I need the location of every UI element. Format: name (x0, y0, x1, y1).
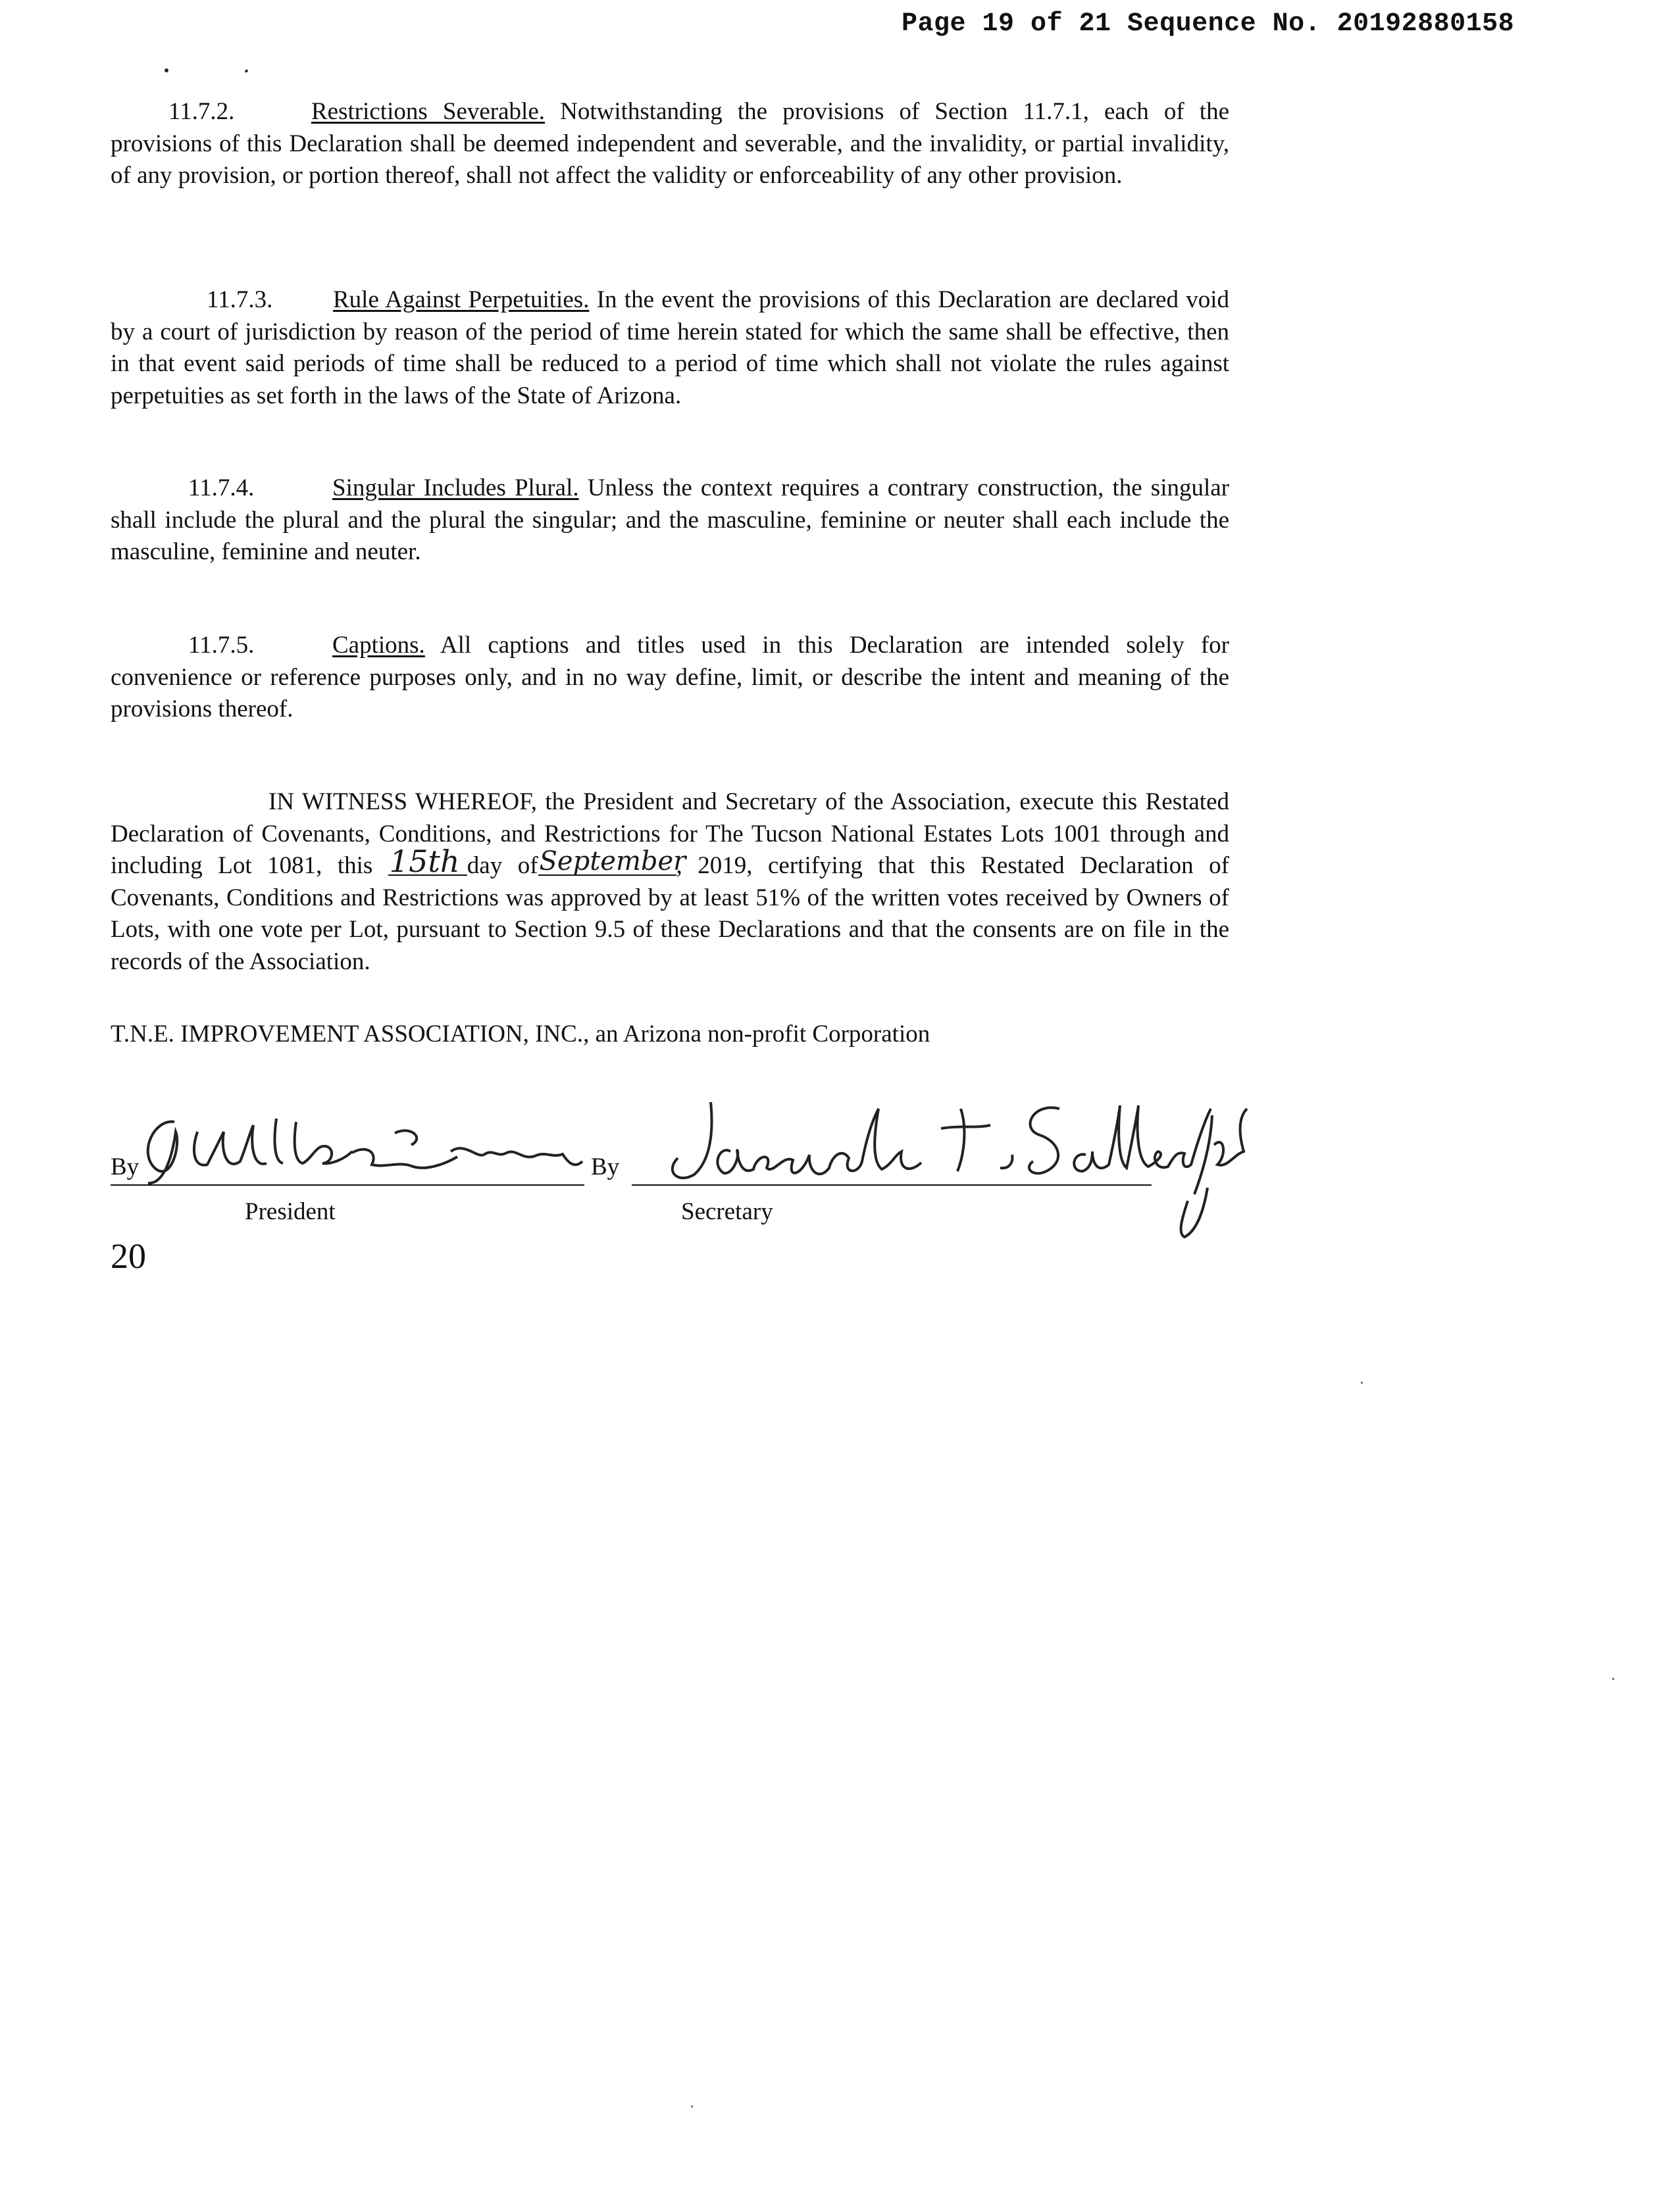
president-signature (135, 1105, 596, 1191)
scan-speck (1361, 1382, 1363, 1384)
section-11-7-4 (111, 472, 1229, 569)
witness-paragraph (111, 786, 1229, 978)
section-heading: Restrictions Severable. (311, 98, 545, 125)
scan-speck (244, 69, 248, 73)
corporation-name: T.N.E. IMPROVEMENT ASSOCIATION, INC., an Arizona non-profit Corporation (111, 1021, 930, 1048)
president-title: President (245, 1198, 336, 1225)
section-heading: Captions. (332, 632, 425, 659)
witness-text-3: , 2019, certifying that this Restated Declaration of Covenants, Conditions and Restrictions was approved by at least 51% of the written votes received by Owners of Lots, with one vote per Lot, pursuant to Section 9.5 of these Declarations and that the consents are on file in the records of the Association. (111, 852, 1229, 975)
section-body: All captions and titles used in this Declaration are intended solely for convenience or reference purposes only, and in no way define, limit, or describe the intent and meaning of the provisions thereof. (111, 632, 1229, 722)
section-11-7-2 (111, 96, 1229, 192)
scan-speck (165, 68, 168, 72)
section-heading: Singular Includes Plural. (332, 474, 579, 501)
section-body: Notwithstanding the provisions of Section 11.7.1, each of the provisions of this Declaration shall be deemed independent and severable, and the invalidity, or partial invalidity, of any provision, or portion thereof, shall not affect the validity or enforceability of any other provision. (111, 98, 1229, 189)
page-number: 20 (111, 1236, 146, 1276)
section-heading: Rule Against Perpetuities. (333, 286, 590, 313)
witness-text-2: day of (467, 852, 538, 879)
month-blank (538, 846, 686, 876)
page-header: Page 19 of 21 Sequence No. 20192880158 (902, 9, 1515, 39)
section-number: 11.7.4. (188, 474, 255, 501)
secretary-title: Secretary (681, 1198, 773, 1225)
section-11-7-3 (111, 284, 1229, 412)
section-number: 11.7.5. (188, 632, 255, 659)
scan-speck (1612, 1678, 1614, 1680)
handwritten-day: 15th (389, 843, 460, 879)
section-body: Unless the context requires a contrary construction, the singular shall include the plural and the plural the singular; and the masculine, feminine or neuter shall each include the masculine, feminine and neuter. (111, 474, 1230, 565)
section-number: 11.7.2. (168, 98, 235, 125)
by-label-president: By (111, 1153, 140, 1180)
section-11-7-5 (111, 630, 1229, 726)
handwritten-month: September (539, 846, 686, 876)
day-blank (388, 843, 467, 879)
section-number: 11.7.3. (207, 286, 273, 313)
section-body: In the event the provisions of this Declaration are declared void by a court of jurisdiction by reason of the period of time herein stated for which the same shall be effective, then in that event said periods of time shall be reduced to a period of time which shall not violate the rules against perpetuities as set forth in the laws of the State of Arizona. (111, 286, 1230, 409)
by-label-secretary: By (591, 1153, 620, 1180)
scan-speck (691, 2106, 693, 2108)
witness-text-1: IN WITNESS WHEREOF, the President and Secretary of the Association, execute this Restated Declaration of Covenants, Conditions, and Restrictions for The Tucson National Estates Lots 1001 through and including Lot 1081, this (111, 788, 1229, 879)
